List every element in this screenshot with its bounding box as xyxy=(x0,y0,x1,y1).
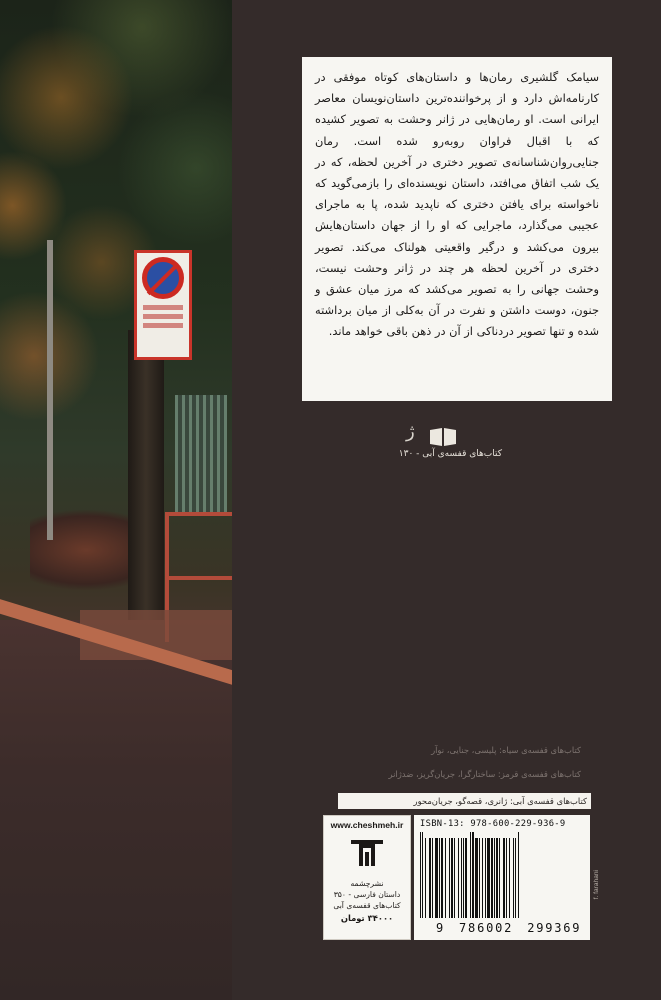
series-mark-icon: ژ xyxy=(406,421,415,442)
lamp-pole xyxy=(47,240,53,540)
designer-credit: f. farahani xyxy=(593,870,600,900)
series-credit-black: کتاب‌های قفسه‌ی سیاه: پلیسی، جنایی، نوآر xyxy=(431,745,581,755)
no-parking-icon xyxy=(142,257,184,299)
tree-trunk xyxy=(128,330,164,620)
barcode-digit-first: 9 xyxy=(436,921,446,935)
barcode-bars xyxy=(420,832,584,918)
series-credit-red: کتاب‌های قفسه‌ی قرمز: ساختارگرا، جریان‌گریز، ضدژانر xyxy=(388,769,581,779)
publisher-series: کتاب‌های قفسه‌ی آبی xyxy=(333,901,401,910)
isbn-text: ISBN-13: 978-600-229-936-9 xyxy=(420,819,566,829)
publisher-box xyxy=(323,815,411,940)
barcode-box xyxy=(414,815,590,940)
blurb-box xyxy=(302,57,612,401)
barcode-digits xyxy=(422,921,581,935)
series-credit-blue: کتاب‌های قفسه‌ی آبی: ژانری، قصه‌گو، جریان‌محور xyxy=(338,793,591,809)
publisher-logo-icon xyxy=(349,836,385,870)
barcode-digits-group1: 786002 xyxy=(459,921,514,935)
book-shelf-icon xyxy=(428,426,458,448)
green-fence xyxy=(175,395,227,515)
barcode-digits-group2: 299369 xyxy=(527,921,582,935)
price: ۳۴۰۰۰ تومان xyxy=(340,913,394,923)
barcode-bar xyxy=(519,832,520,918)
blurb-text: سیامک گلشیری رمان‌ها و داستان‌های کوتاه موفقی در کارنامه‌اش دارد و از پرخواننده‌ترین داستان‌نویسان معاصر ایرانی است. او رمان‌هایی در ژانر وحشت به تصویر کشیده که با اقبال فراوان روبه‌رو شده است. رمان جنایی‌روان‌شناسانه‌ی تصویر دختری در آخرین لحظه، که در یک شب اتفاق می‌افتد، داستان نویسنده‌ای را بازمی‌گوید که ناخواسته برای یافتن دختری که ناپدید شده، پا به ماجرای عجیبی می‌گذارد، ماجرایی که او را از جهان داستان‌هایش بیرون می‌کشد و درگیر واقعیتی هولناک می‌کند. تصویر دختری در آخرین لحظه هر چند در ژانر وحشت نیست، وحشت جهانی را به تصویر می‌کشد که مرز میان عشق و جنون، دوست داشتن و نفرت در آن به‌کلی از میان برداشته شده و تنها تصویر دردناکی از آن در ذهن باقی خواهد ماند. xyxy=(315,70,599,339)
road xyxy=(0,620,232,1000)
cover-photo-street-night xyxy=(0,0,232,1000)
publisher-url: www.cheshmeh.ir xyxy=(330,820,404,830)
tree-canopy xyxy=(0,0,232,450)
sign-text-lines xyxy=(141,305,185,328)
publisher-category: داستان فارسی - ۳۵۰ xyxy=(333,890,401,899)
no-parking-sign xyxy=(134,250,192,360)
publisher-logo-caption: نشرچشمه xyxy=(350,879,384,888)
series-label: کتاب‌های قفسه‌ی آبی - ۱۳۰ xyxy=(398,449,502,459)
series-logo xyxy=(396,418,506,466)
